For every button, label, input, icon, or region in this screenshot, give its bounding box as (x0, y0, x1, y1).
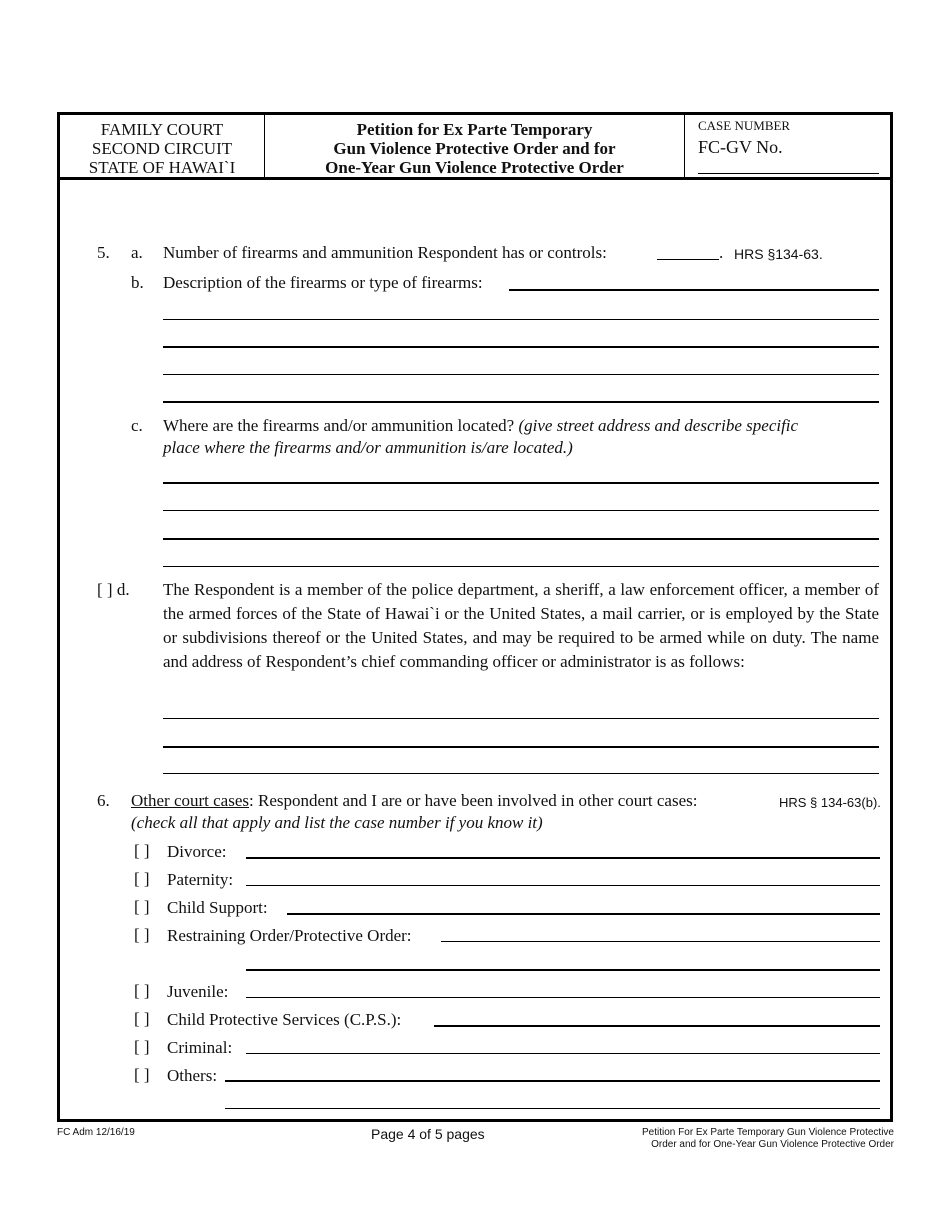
juvenile-case-field[interactable] (246, 997, 880, 998)
form-title: Petition for Ex Parte Temporary Gun Violence Protective Order and for One-Year Gun Violence Protective Order (325, 120, 624, 177)
option-label: Paternity: (167, 870, 234, 889)
firearm-location-field[interactable] (163, 482, 879, 484)
item-letter: c. (131, 416, 143, 435)
firearm-location-field[interactable] (163, 510, 879, 511)
case-number-label: CASE NUMBER (698, 118, 791, 133)
item-5c-instruction: place where the firearms and/or ammunition is/are located.) (163, 438, 573, 457)
others-case-field[interactable] (225, 1080, 880, 1082)
option-label: Criminal: (167, 1038, 233, 1057)
option-label: Restraining Order/Protective Order: (167, 926, 412, 945)
item-6-text: Other court cases: Respondent and I are or have been involved in other court cases: (131, 791, 698, 810)
frame-right (890, 180, 893, 1122)
divorce-checkbox[interactable]: [ ] (134, 841, 150, 860)
paternity-checkbox[interactable]: [ ] (134, 869, 150, 888)
criminal-case-field[interactable] (246, 1053, 880, 1054)
case-number-prefix: FC-GV No. (698, 137, 783, 157)
page-number: Page 4 of 5 pages (371, 1126, 485, 1142)
court-name: FAMILY COURT SECOND CIRCUIT STATE OF HAWAI`I (88, 120, 236, 177)
others-checkbox[interactable]: [ ] (134, 1065, 150, 1084)
restraining-order-case-field[interactable] (441, 941, 880, 942)
criminal-checkbox[interactable]: [ ] (134, 1037, 150, 1056)
item-5d-checkbox[interactable]: [ ] d. (97, 580, 130, 599)
firearm-description-field[interactable] (163, 346, 879, 348)
restraining-order-case-field[interactable] (246, 969, 880, 971)
restraining-order-checkbox[interactable]: [ ] (134, 925, 150, 944)
commanding-officer-field[interactable] (163, 746, 879, 748)
option-label: Child Support: (167, 898, 268, 917)
firearm-location-field[interactable] (163, 538, 879, 540)
firearm-description-field[interactable] (163, 319, 879, 320)
footer-form-title: Petition For Ex Parte Temporary Gun Violence Protective Order and for One-Year Gun Violence Protective Order (642, 1127, 894, 1150)
child-support-case-field[interactable] (287, 913, 880, 915)
cps-case-field[interactable] (434, 1025, 880, 1027)
option-label: Juvenile: (167, 982, 229, 1001)
form-id: FC Adm 12/16/19 (57, 1127, 135, 1138)
item-letter: a. (131, 243, 143, 262)
period: . (719, 243, 724, 262)
header-divider (684, 112, 685, 180)
others-case-field[interactable] (225, 1108, 880, 1109)
firearm-count-field[interactable] (657, 259, 719, 260)
item-letter: b. (131, 273, 144, 292)
item-number: 6. (97, 791, 110, 810)
firearm-location-field[interactable] (163, 566, 879, 567)
item-5d-text: The Respondent is a member of the police department, a sheriff, a law enforcement officer, a member of the armed forces of the State of Hawai`i or the United States, a mail carrier, or is employed by the State or subdivisions thereof or the United States, and may be required to be armed while on duty. The name and address of Respondent’s chief commanding officer or administrator is as follows: (163, 580, 879, 671)
paternity-case-field[interactable] (246, 885, 880, 886)
option-label: Others: (167, 1066, 218, 1085)
frame-left (57, 180, 60, 1122)
statute-citation: HRS § 134-63(b). (779, 795, 881, 810)
item-5b-text: Description of the firearms or type of firearms: (163, 273, 483, 292)
item-6-instruction: (check all that apply and list the case number if you know it) (131, 813, 543, 832)
child-support-checkbox[interactable]: [ ] (134, 897, 150, 916)
firearm-description-field[interactable] (163, 374, 879, 375)
divorce-case-field[interactable] (246, 857, 880, 859)
statute-citation: HRS §134-63. (734, 246, 823, 262)
item-5c-text: Where are the firearms and/or ammunition located? (give street address and describe specific (163, 416, 799, 435)
item-number: 5. (97, 243, 110, 262)
item-5a-text: Number of firearms and ammunition Respondent has or controls: (163, 243, 607, 262)
option-label: Divorce: (167, 842, 227, 861)
cps-checkbox[interactable]: [ ] (134, 1009, 150, 1028)
option-label: Child Protective Services (C.P.S.): (167, 1010, 402, 1029)
case-number-field[interactable] (698, 173, 879, 174)
commanding-officer-field[interactable] (163, 718, 879, 719)
commanding-officer-field[interactable] (163, 773, 879, 774)
firearm-description-field[interactable] (163, 401, 879, 403)
firearm-description-field[interactable] (509, 289, 879, 291)
frame-bottom (57, 1119, 893, 1122)
juvenile-checkbox[interactable]: [ ] (134, 981, 150, 1000)
